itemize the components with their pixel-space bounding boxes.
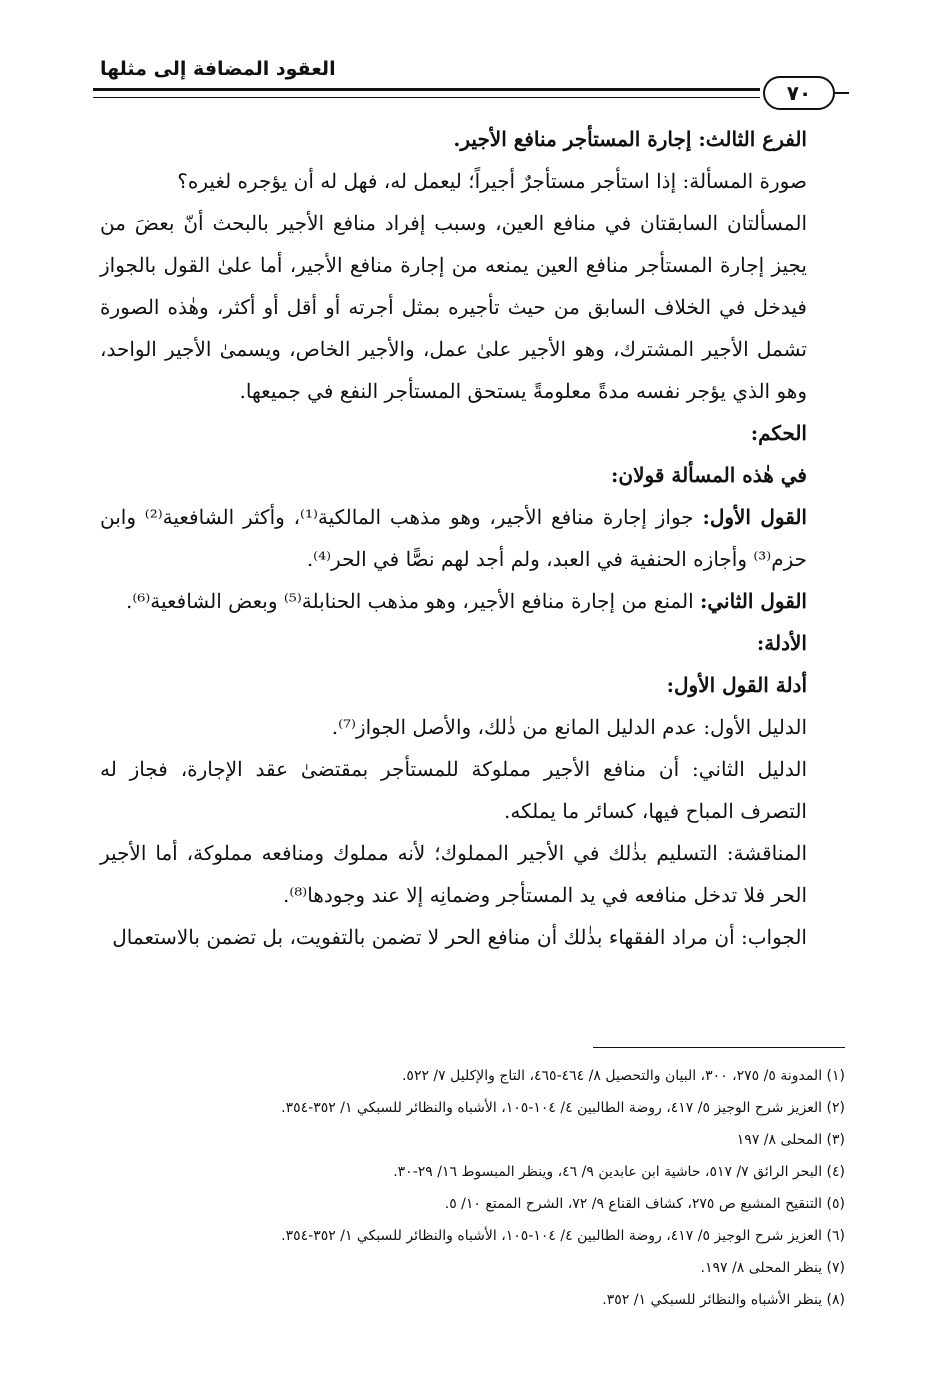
evidence-heading: الأدلة: — [756, 631, 807, 655]
footnote-5: (٥) التنقيح المشبع ص ٢٧٥، كشاف القناع ٩/ ٧٢، الشرح الممتع ١٠/ ٥. — [444, 1196, 845, 1212]
header-rule-thick — [93, 88, 760, 91]
footnote-1: (١) المدونة ٥/ ٢٧٥، ٣٠٠، البيان والتحصيل ٨/ ٤٦٤-٤٦٥، التاج والإكليل ٧/ ٥٢٢. — [401, 1068, 845, 1084]
second-opinion-label: القول الثاني: — [700, 589, 807, 613]
running-title: العقود المضافة إلى مثلها — [100, 58, 336, 80]
page-number: ٧٠ — [763, 76, 835, 110]
first-opinion-label: القول الأول: — [702, 505, 807, 529]
footnote-4: (٤) البحر الرائق ٧/ ٥١٧، حاشية ابن عابدين ٩/ ٤٦، وينظر المبسوط ١٦/ ٢٩-٣٠. — [393, 1164, 845, 1180]
paragraph-evidence-one: الدليل الأول: عدم الدليل المانع من ذٰلك، والأصل الجواز⁽⁷⁾. — [331, 715, 807, 739]
opinions-heading: في هٰذه المسألة قولان: — [611, 463, 807, 487]
main-text — [100, 118, 845, 958]
first-opinion-evidence-heading: أدلة القول الأول: — [666, 673, 807, 697]
paragraph-answer: الجواب: أن مراد الفقهاء بذٰلك أن منافع الحر لا تضمن بالتفويت، بل تضمن بالاستعمال — [112, 925, 807, 949]
footnote-3: (٣) المحلى ٨/ ١٩٧ — [736, 1132, 845, 1148]
footnotes — [100, 1060, 845, 1316]
section-heading: الفرع الثالث: إجارة المستأجر منافع الأجير. — [453, 127, 807, 151]
footnote-7: (٧) ينظر المحلى ٨/ ١٩٧. — [700, 1260, 845, 1276]
footnote-6: (٦) العزيز شرح الوجيز ٥/ ٤١٧، روضة الطالبين ٤/ ١٠٤-١٠٥، الأشباه والنظائر للسبكي ١/ ٣٥٢-٣٥٤. — [281, 1228, 845, 1244]
paragraph-evidence-two: الدليل الثاني: أن منافع الأجير مملوكة للمستأجر بمقتضىٰ عقد الإجارة، فجاز له التصرف المباح فيها، كسائر ما يملكه. — [100, 757, 807, 823]
paragraph-first-opinion — [100, 496, 845, 580]
paragraph-case: صورة المسألة: إذا استأجر مستأجرٌ أجيراً؛ ليعمل له، فهل له أن يؤجره لغيره؟ — [177, 169, 807, 193]
footnote-separator — [593, 1047, 845, 1048]
paragraph-intro: المسألتان السابقتان في منافع العين، وسبب إفراد منافع الأجير بالبحث أنّ بعضَ من يجيز إجارة المستأجر منافع العين يمنعه من إجارة منافع الأجير، أما علىٰ القول بالجواز فيدخل في الخلاف السابق من حيث تأجيره بمثل أجرته أو أقل أو أكثر، وهٰذه الصورة تشمل الأجير المشترك، وهو الأجير علىٰ عمل، والأجير الخاص، ويسمىٰ الأجير الواحد، وهو الذي يؤجر نفسه مدةً معلومةً يستحق المستأجر النفع في جميعها. — [100, 211, 807, 403]
header-rule-thin — [93, 97, 760, 98]
header-rule-stub — [835, 92, 849, 94]
first-opinion-text: جواز إجارة منافع الأجير، وهو مذهب المالكية⁽¹⁾، وأكثر الشافعية⁽²⁾ وابن حزم⁽³⁾ وأجازه الحنفية في العبد، ولم أجد لهم نصًّا في الحر⁽⁴⁾. — [100, 505, 807, 571]
paragraph-discussion: المناقشة: التسليم بذٰلك في الأجير المملوك؛ لأنه مملوك ومنافعه مملوكة، أما الأجير الحر فلا تدخل منافعه في يد المستأجر وضمانِه إلا عند وجودها⁽⁸⁾. — [100, 841, 807, 907]
ruling-heading: الحكم: — [750, 421, 807, 445]
footnote-2: (٢) العزيز شرح الوجيز ٥/ ٤١٧، روضة الطالبين ٤/ ١٠٤-١٠٥، الأشباه والنظائر للسبكي ١/ ٣٥٢-٣٥٤. — [281, 1100, 845, 1116]
paragraph-second-opinion — [100, 580, 845, 622]
footnote-8: (٨) ينظر الأشباه والنظائر للسبكي ١/ ٣٥٢. — [602, 1292, 845, 1308]
second-opinion-text: المنع من إجارة منافع الأجير، وهو مذهب الحنابلة⁽⁵⁾ وبعض الشافعية⁽⁶⁾. — [126, 589, 694, 613]
